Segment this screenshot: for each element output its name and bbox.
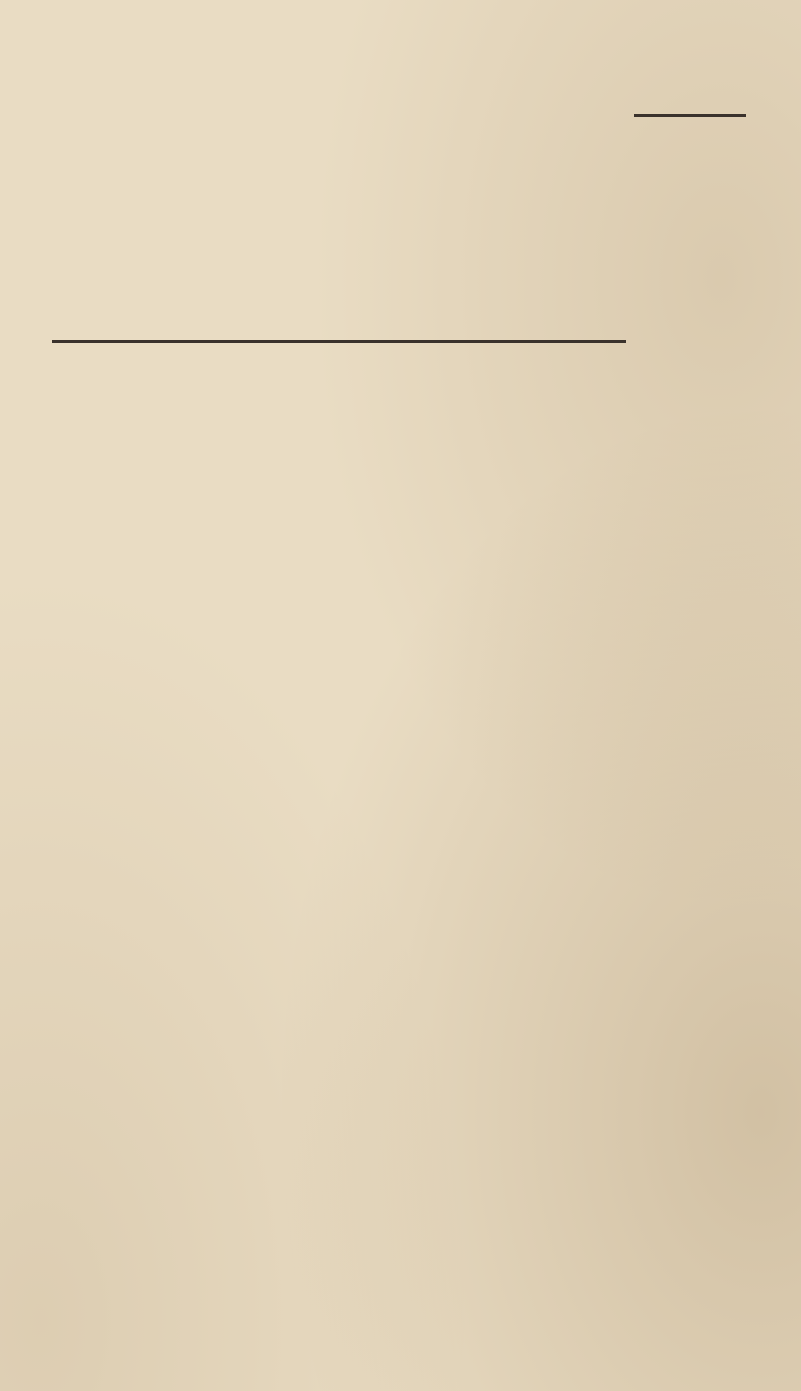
running-head [100,48,750,80]
section-rule [52,340,626,343]
margin-rule [634,114,746,117]
